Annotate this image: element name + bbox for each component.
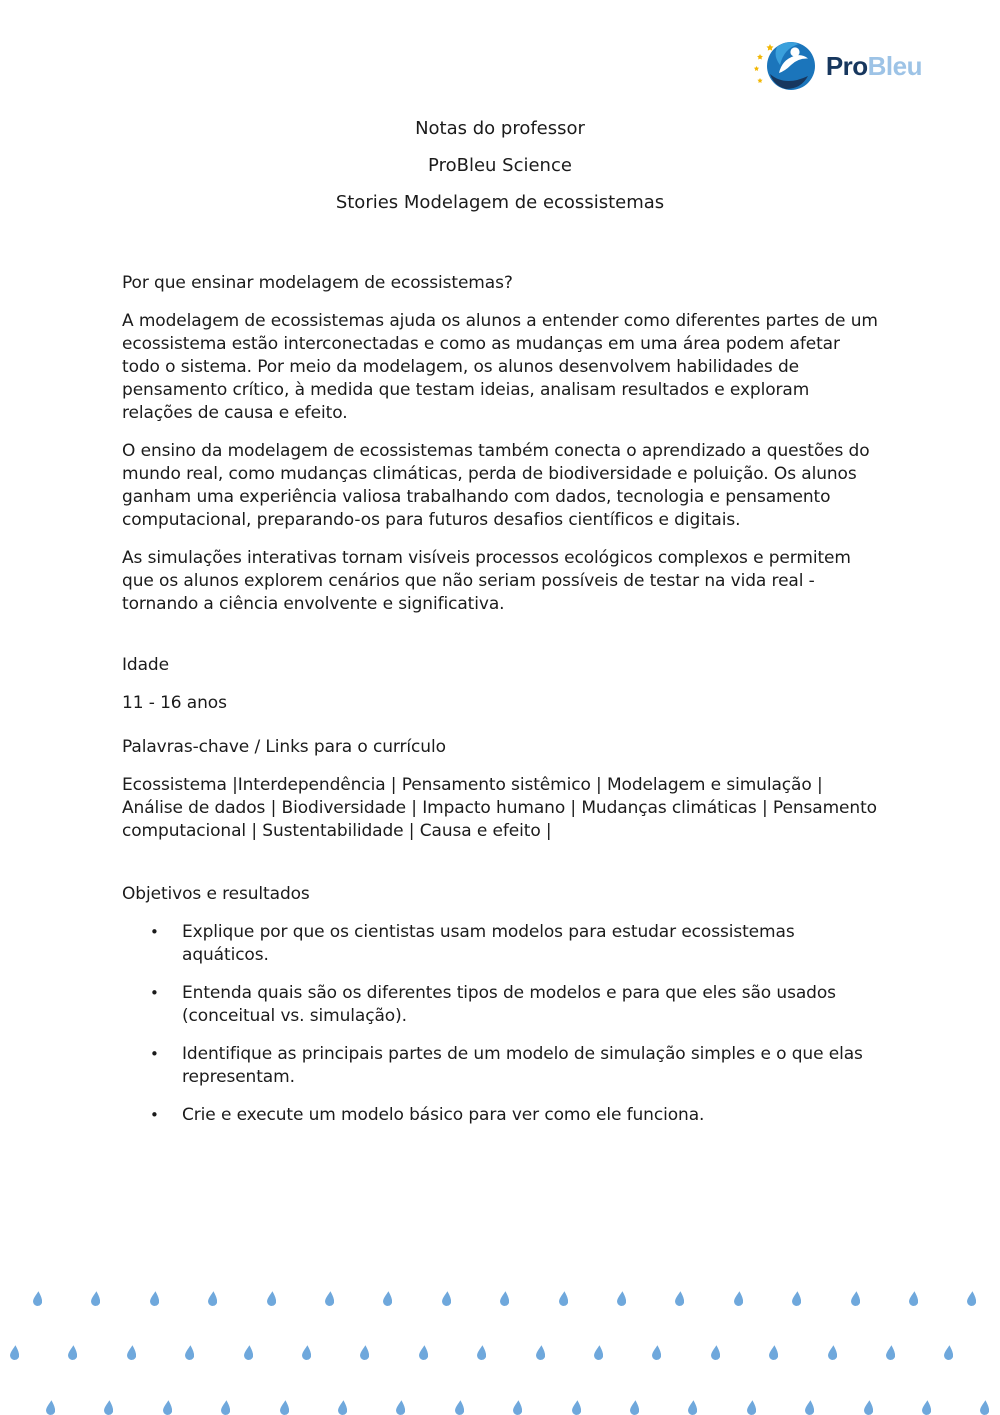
list-item [122,1104,882,1127]
section-age [122,654,882,715]
water-droplet-icon [279,1400,289,1415]
objective-2: Entenda quais são os diferentes tipos de modelos e para que eles são usados (conceitual vs. simulação). [182,983,836,1026]
water-droplet-icon [243,1345,253,1360]
water-droplet-icon [768,1345,778,1360]
wordmark-bleu: Bleu [867,51,922,81]
water-droplet-icon [512,1400,522,1415]
water-droplet-icon [184,1345,194,1360]
water-droplet-icon [571,1400,581,1415]
water-droplet-icon [674,1291,684,1306]
age-value: 11 - 16 anos [122,693,227,713]
water-droplet-icon [593,1345,603,1360]
water-droplet-icon [535,1345,545,1360]
water-droplet-icon [710,1345,720,1360]
keywords-value: Ecossistema |Interdependência | Pensamento sistêmico | Modelagem e simulação | Análise de dados | Biodiversidade | Impacto humano | Mudanças climáticas | Pensamento computacional | Sustentabilidade | Causa e efeito | [122,775,877,841]
objective-1: Explique por que os cientistas usam modelos para estudar ecossistemas aquáticos. [182,922,795,965]
bullet-icon: • [150,1045,159,1063]
water-droplet-icon [207,1291,217,1306]
water-droplet-icon [9,1345,19,1360]
water-droplet-icon [746,1400,756,1415]
water-droplet-icon [220,1400,230,1415]
water-droplet-icon [337,1400,347,1415]
water-droplet-icon [863,1400,873,1415]
water-droplet-icon [103,1400,113,1415]
water-droplet-icon [499,1291,509,1306]
age-heading: Idade [122,655,169,675]
water-droplet-icon [395,1400,405,1415]
water-droplet-icon [162,1400,172,1415]
water-droplet-icon [359,1345,369,1360]
water-droplet-icon [324,1291,334,1306]
list-item [122,982,882,1028]
water-droplet-icon [966,1291,976,1306]
water-droplet-icon [418,1345,428,1360]
water-droplet-icon [45,1400,55,1415]
water-droplet-icon [441,1291,451,1306]
water-droplet-icon [850,1291,860,1306]
document-header [0,0,1000,214]
keywords-heading: Palavras-chave / Links para o currículo [122,737,446,757]
water-droplet-icon [733,1291,743,1306]
water-droplet-icon [616,1291,626,1306]
doc-title-line3: Stories Modelagem de ecossistemas [335,192,665,213]
water-droplet-icon [827,1345,837,1360]
water-droplet-icon [687,1400,697,1415]
water-droplet-icon [126,1345,136,1360]
document-body [122,272,882,1127]
section-keywords [122,736,882,843]
water-droplet-icon [454,1400,464,1415]
water-droplet-icon [804,1400,814,1415]
why-paragraph-2: O ensino da modelagem de ecossistemas também conecta o aprendizado a questões do mundo real, como mudanças climáticas, perda de biodiversidade e poluição. Os alunos ganham uma experiência valiosa trabalhando com dados, tecnologia e pensamento computacional, preparando-os para futuros desafios científicos e digitais. [122,441,870,530]
water-droplet-icon [558,1291,568,1306]
water-droplet-icon [651,1345,661,1360]
objective-3: Identifique as principais partes de um modelo de simulação simples e o que elas representam. [182,1044,863,1087]
water-droplet-icon [791,1291,801,1306]
section-why-teach [122,272,882,616]
bullet-icon: • [150,1106,159,1124]
objectives-heading: Objetivos e resultados [122,884,310,904]
water-droplet-icon [885,1345,895,1360]
why-paragraph-3: As simulações interativas tornam visíveis processos ecológicos complexos e permitem que os alunos explorem cenários que não seriam possíveis de testar na vida real - tornando a ciência envolvente e significativa. [122,548,851,614]
bullet-icon: • [150,923,159,941]
objective-4: Crie e execute um modelo básico para ver como ele funciona. [182,1105,705,1125]
why-paragraph-1: A modelagem de ecossistemas ajuda os alunos a entender como diferentes partes de um ecossistema estão interconectadas e como as mudanças em uma área podem afetar todo o sistema. Por meio da modelagem, os alunos desenvolvem habilidades de pensamento crítico, à medida que testam ideias, analisam resultados e exploram relações de causa e efeito. [122,311,878,423]
water-droplet-icon [979,1400,989,1415]
why-heading: Por que ensinar modelagem de ecossistemas? [122,273,513,293]
wordmark-pro: Pro [825,51,868,81]
list-item [122,1043,882,1089]
water-droplet-icon [301,1345,311,1360]
probleu-logo [754,41,922,91]
water-droplet-icon [67,1345,77,1360]
water-droplet-icon [266,1291,276,1306]
water-droplet-icon [629,1400,639,1415]
probleu-globe-icon [754,41,816,91]
water-droplet-icon [382,1291,392,1306]
water-droplet-icon [476,1345,486,1360]
probleu-wordmark [826,53,922,79]
doc-title-line1: Notas do professor [415,118,585,139]
water-droplet-icon [149,1291,159,1306]
bullet-icon: • [150,984,159,1002]
water-droplet-icon [908,1291,918,1306]
water-droplet-icon [921,1400,931,1415]
list-item [122,921,882,967]
water-droplet-icon [943,1345,953,1360]
doc-title-line2: ProBleu Science [428,155,572,176]
objectives-list [122,921,882,1127]
section-objectives [122,883,882,1127]
water-droplet-icon [90,1291,100,1306]
water-droplet-icon [32,1291,42,1306]
